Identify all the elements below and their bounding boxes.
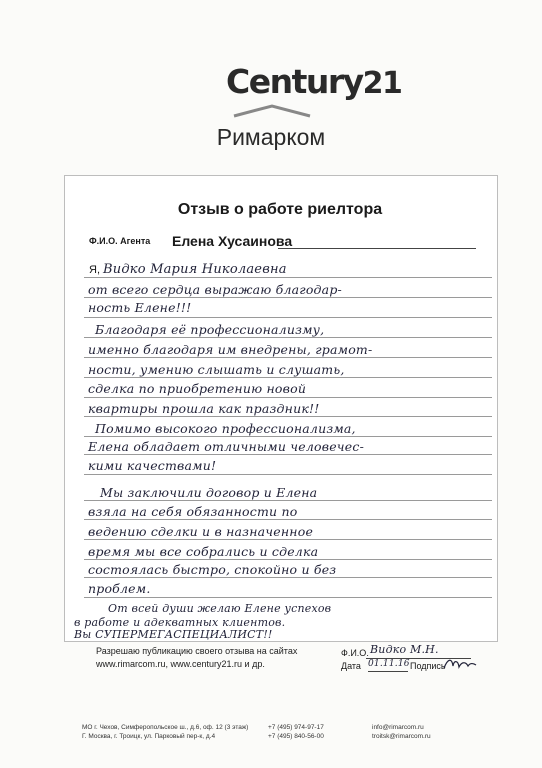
ruled-line [84, 277, 492, 278]
handwritten-line: в работе и адекватных клиентов. [74, 616, 286, 629]
page-title: Отзыв о работе риелтора [177, 201, 383, 218]
date-handwritten: 01.11.16 [368, 659, 410, 669]
logo-number-text: 21 [362, 66, 402, 101]
footer-email-2: troitsk@rimarcom.ru [372, 733, 431, 740]
fio-handwritten: Видко М.Н. [370, 643, 439, 656]
ruled-line [84, 559, 492, 560]
signature-label: Подпись [410, 661, 446, 671]
ruled-line [84, 500, 492, 501]
handwritten-line: Мы заключили договор и Елена [100, 485, 318, 500]
ruled-line [84, 317, 492, 318]
footer-phones [268, 723, 324, 741]
handwritten-line: Вы СУПЕРМЕГАСПЕЦИАЛИСТ!! [74, 628, 273, 641]
handwritten-line: ность Елене!!! [88, 300, 192, 315]
handwritten-line: именно благодаря им внедрены, грамот- [88, 342, 373, 357]
footer-phone-2: +7 (495) 840-56-00 [268, 733, 324, 740]
house-roof-icon [232, 104, 312, 118]
footer-emails [372, 723, 431, 741]
handwritten-line: кими качествами! [88, 458, 217, 473]
agent-label: Ф.И.О. Агента [89, 236, 151, 246]
handwritten-line: От всей души желаю Елене успехов [108, 602, 332, 615]
ruled-line [84, 454, 492, 455]
ruled-line [84, 539, 492, 540]
handwritten-line: ведению сделки и в назначенное [88, 524, 314, 539]
ruled-line [84, 519, 492, 520]
intro-text: Я, [89, 264, 100, 276]
footer-email-1: info@rimarcom.ru [372, 724, 424, 731]
ruled-line [84, 577, 492, 578]
footer-phone-1: +7 (495) 974-97-17 [268, 724, 324, 731]
handwritten-line: от всего сердца выражаю благодар- [88, 282, 342, 297]
fio-label: Ф.И.О. [341, 648, 369, 658]
handwritten-line: Елена обладает отличными человечес- [88, 439, 365, 454]
footer-address-2: Г. Москва, г. Троицк, ул. Парковый пер-к, д.4 [82, 733, 216, 740]
ruled-line [84, 436, 492, 437]
handwritten-line: сделка по приобретению новой [88, 381, 307, 396]
agent-name: Елена Хусаинова [172, 233, 293, 249]
logo-brand-text: Century [226, 62, 363, 101]
handwritten-line: Видко Мария Николаевна [103, 262, 287, 277]
signature-mark [442, 656, 478, 672]
logo-wordmark [226, 62, 401, 101]
logo-subtitle: Римарком [216, 124, 326, 150]
ruled-line [84, 474, 492, 475]
ruled-line [84, 416, 492, 417]
ruled-line [84, 377, 492, 378]
company-logo [0, 56, 542, 150]
ruled-line [84, 397, 492, 398]
agent-underline [278, 248, 476, 249]
date-label: Дата [341, 661, 361, 671]
consent-line-1: Разрешаю публикацию своего отзыва на сайтах [96, 646, 298, 656]
handwritten-line: состоялась быстро, спокойно и без [88, 562, 337, 577]
handwritten-line: взяла на себя обязанности по [88, 504, 298, 519]
consent-line-2: www.rimarcom.ru, www.century21.ru и др. [96, 659, 265, 669]
date-underline [368, 671, 408, 672]
ruled-line [84, 597, 492, 598]
handwritten-line: ности, умению слышать и слушать, [88, 362, 345, 377]
handwritten-line: Благодаря её профессионализму, [95, 322, 325, 337]
footer-addresses [82, 723, 248, 741]
handwritten-line: время мы все собрались и сделка [88, 544, 319, 559]
ruled-line [84, 337, 492, 338]
ruled-line [84, 297, 492, 298]
footer-address-1: МО г. Чехов, Симферопольское ш., д.6, оф. 12 (3 этаж) [82, 724, 249, 731]
handwritten-line: квартиры прошла как праздник!! [88, 401, 320, 416]
handwritten-line: проблем. [88, 581, 151, 596]
ruled-line [84, 357, 492, 358]
handwritten-line: Помимо высокого профессионализма, [95, 421, 356, 436]
